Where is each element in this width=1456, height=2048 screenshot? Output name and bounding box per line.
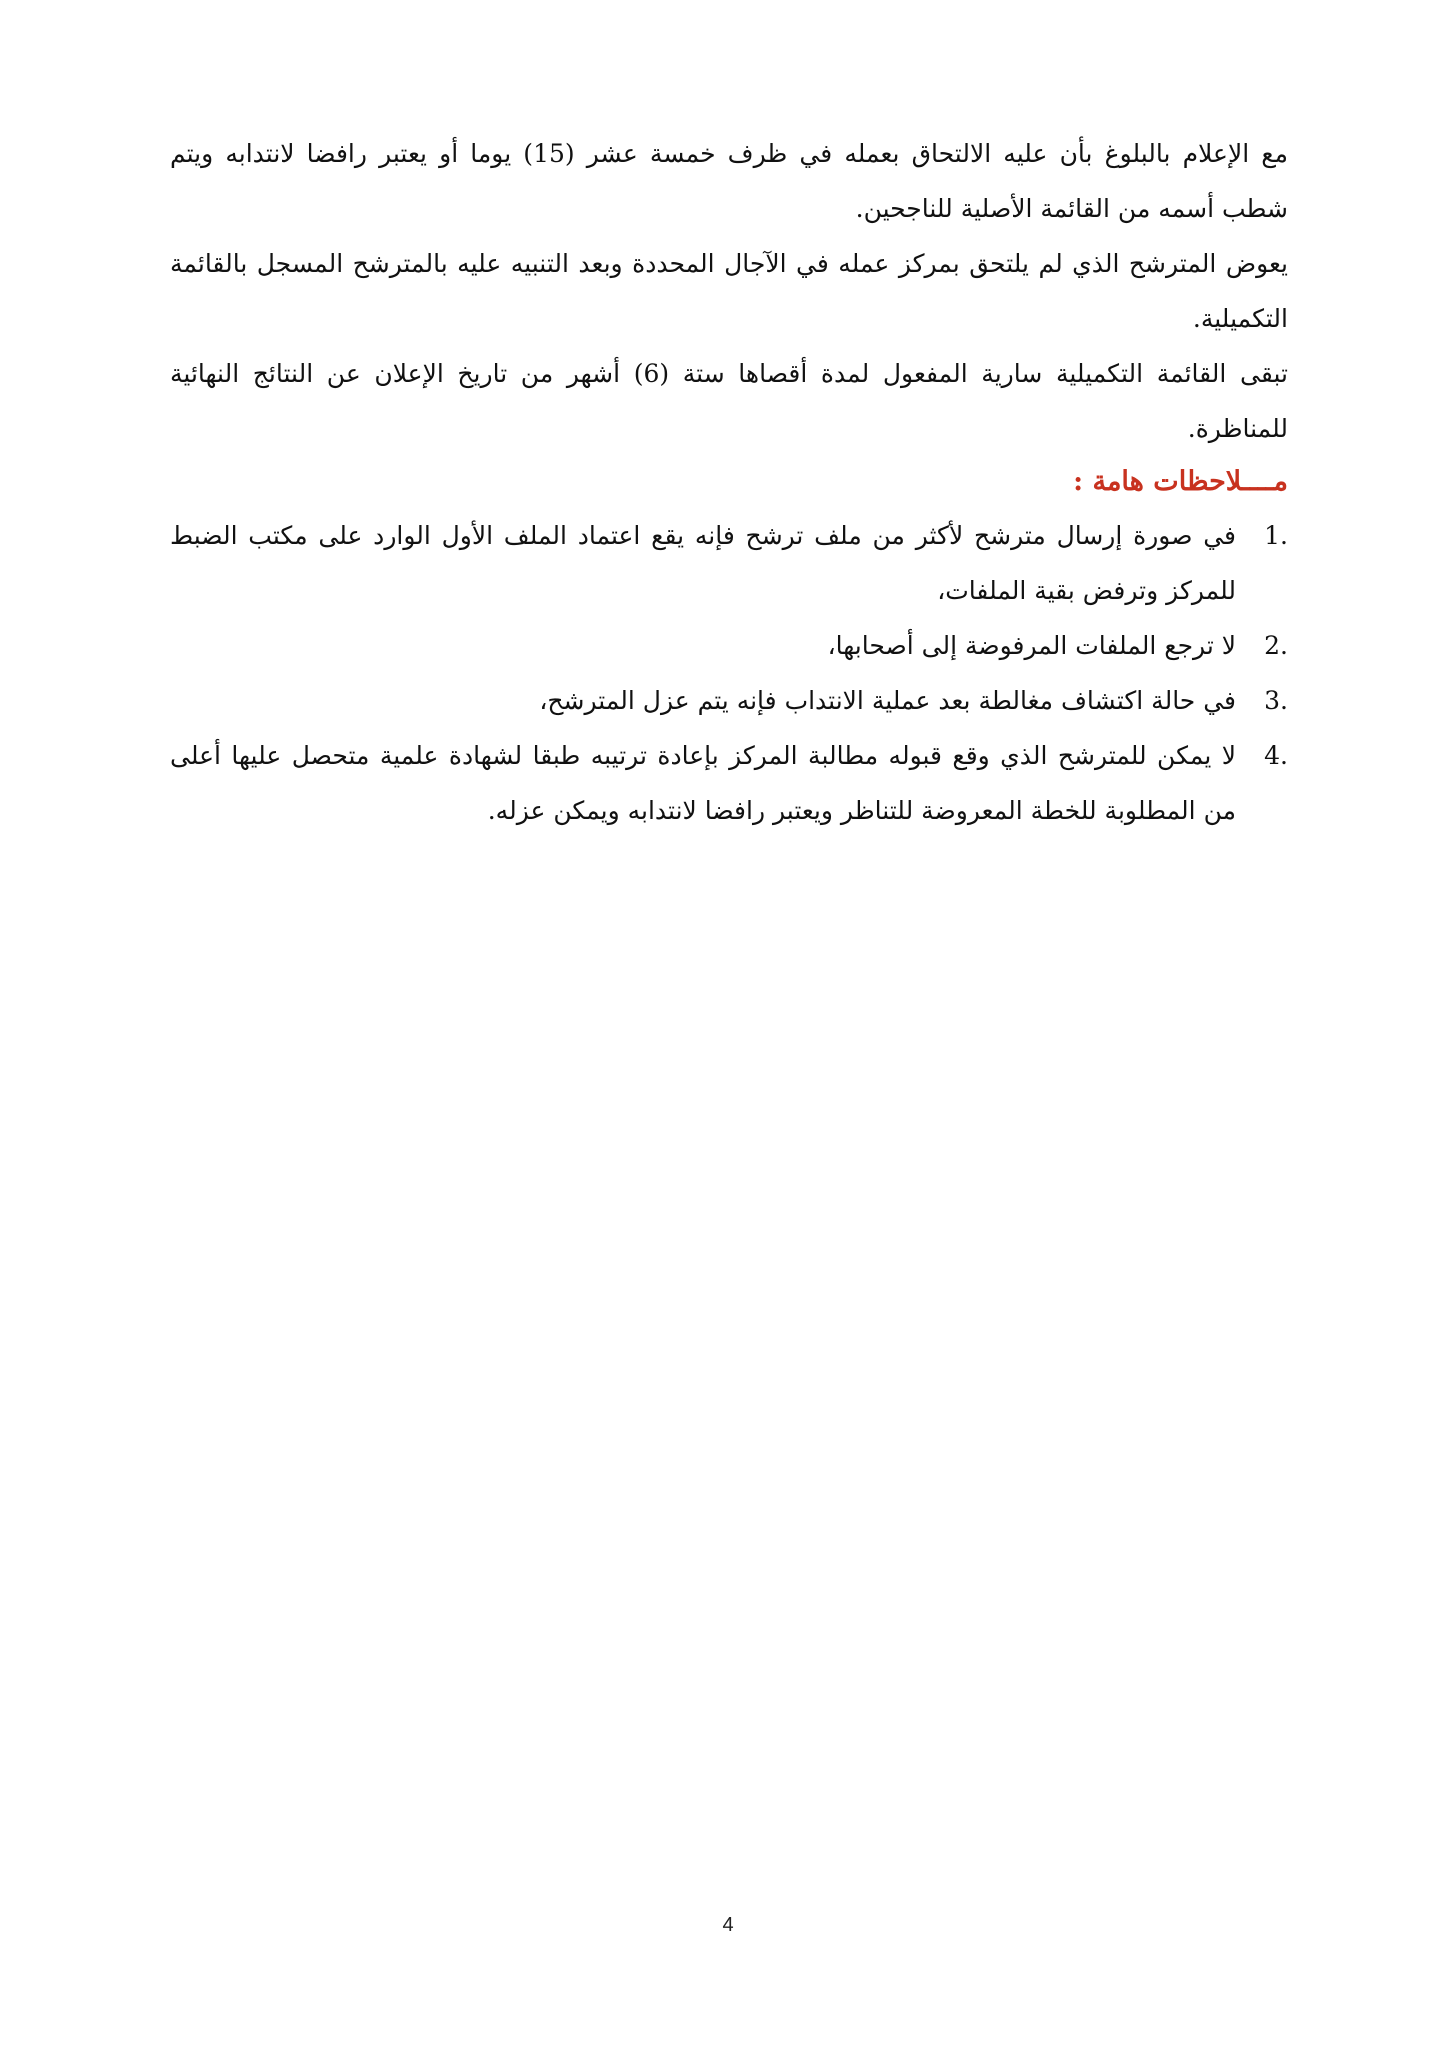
note-text: في صورة إرسال مترشح لأكثر من ملف ترشح فإنه يقع اعتماد الملف الأول الوارد على مكتب الضبط للمركز وترفض بقية الملفات، — [170, 521, 1236, 605]
note-number: 1. — [1264, 521, 1288, 550]
note-item — [170, 728, 1288, 838]
page-number: 4 — [722, 1914, 734, 1936]
note-text: لا يمكن للمترشح الذي وقع قبوله مطالبة المركز بإعادة ترتيبه طبقا لشهادة علمية متحصل عليها أعلى من المطلوبة للخطة المعروضة للتناظر ويعتبر رافضا لانتدابه ويمكن عزله. — [170, 741, 1236, 825]
note-number: 3. — [1264, 686, 1288, 715]
paragraph-replacement: يعوض المترشح الذي لم يلتحق بمركز عمله في الآجال المحددة وبعد التنبيه عليه بالمترشح المسجل بالقائمة التكميلية. — [170, 249, 1288, 333]
paragraph-notification: مع الإعلام بالبلوغ بأن عليه الالتحاق بعمله في ظرف خمسة عشر (15) يوما أو يعتبر رافضا لانتدابه ويتم شطب أسمه من القائمة الأصلية للناجحين. — [170, 139, 1288, 223]
paragraph-validity: تبقى القائمة التكميلية سارية المفعول لمدة أقصاها ستة (6) أشهر من تاريخ الإعلان عن النتائج النهائية للمناظرة. — [170, 359, 1288, 443]
note-number: 4. — [1264, 741, 1288, 770]
note-text: لا ترجع الملفات المرفوضة إلى أصحابها، — [827, 631, 1236, 660]
note-text: في حالة اكتشاف مغالطة بعد عملية الانتداب فإنه يتم عزل المترشح، — [539, 686, 1236, 715]
note-item — [170, 673, 1288, 728]
note-item — [170, 618, 1288, 673]
note-number: 2. — [1264, 631, 1288, 660]
notes-heading: مــــلاحظات هامة : — [1073, 466, 1288, 497]
page-body — [170, 126, 1288, 838]
note-item — [170, 508, 1288, 618]
notes-list — [170, 508, 1288, 838]
